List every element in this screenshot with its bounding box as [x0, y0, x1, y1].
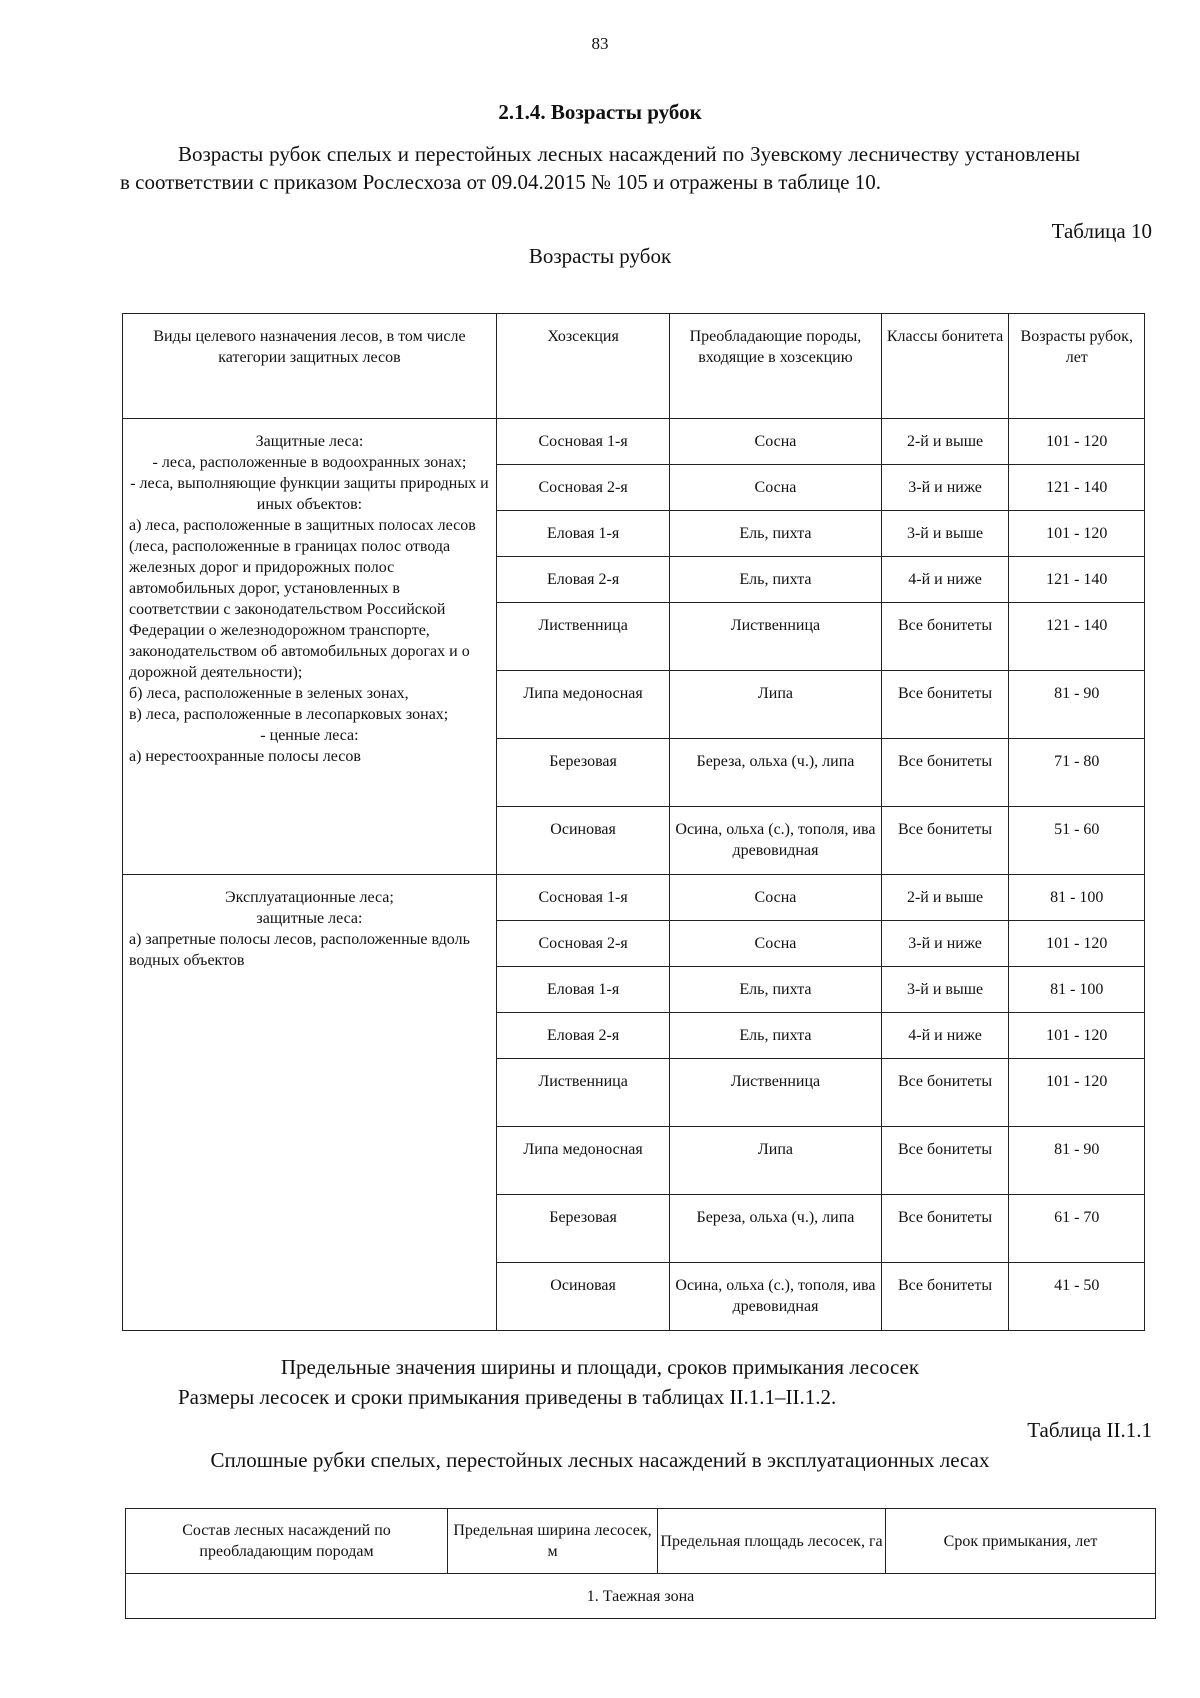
table-header-row [123, 314, 1145, 419]
table-ii11-label: Таблица II.1.1 [1027, 1418, 1152, 1442]
bonitet-cell: 4-й и ниже [881, 557, 1009, 603]
section-cell: Сосновая 1-я [496, 419, 669, 465]
limits-subtitle: Размеры лесосек и сроки примыкания приведены в таблицах II.1.1–II.1.2. [178, 1385, 837, 1409]
bonitet-cell: Все бонитеты [881, 671, 1009, 739]
species-cell: Лиственница [670, 1059, 881, 1127]
section-cell: Лиственница [496, 1059, 669, 1127]
section-title: 2.1.4. Возрасты рубок [498, 100, 702, 124]
table-10-label: Таблица 10 [1051, 219, 1152, 243]
purpose-line: а) нерестоохранные полосы лесов [129, 748, 361, 765]
section-cell: Сосновая 2-я [496, 921, 669, 967]
species-cell: Ель, пихта [670, 967, 881, 1013]
bonitet-cell: 2-й и выше [881, 875, 1009, 921]
species-cell: Ель, пихта [670, 1013, 881, 1059]
bonitet-cell: Все бонитеты [881, 1263, 1009, 1331]
bonitet-cell: Все бонитеты [881, 739, 1009, 807]
species-cell: Береза, ольха (ч.), липа [670, 1195, 881, 1263]
species-cell: Сосна [670, 419, 881, 465]
header-bonitet: Классы бонитета [881, 314, 1009, 419]
purpose-line: - леса, расположенные в водоохранных зонах; [152, 454, 467, 471]
bonitet-cell: Все бонитеты [881, 807, 1009, 875]
section-cell: Еловая 1-я [496, 967, 669, 1013]
table-10-title: Возрасты рубок [528, 244, 672, 268]
purpose-line: б) леса, расположенные в зеленых зонах, [129, 685, 409, 702]
species-cell: Ель, пихта [670, 511, 881, 557]
section-cell: Березовая [496, 1195, 669, 1263]
header-purpose: Виды целевого назначения лесов, в том числе категории защитных лесов [123, 314, 497, 419]
species-cell: Береза, ольха (ч.), липа [670, 739, 881, 807]
bonitet-cell: Все бонитеты [881, 603, 1009, 671]
intro-paragraph: Возрасты рубок спелых и перестойных лесных насаждений по Зуевскому лесничеству установлены в соответствии с приказом Рослесхоза от 09.04.2015 № 105 и отражены в таблице 10. [120, 142, 1080, 194]
section-cell: Сосновая 2-я [496, 465, 669, 511]
age-cell: 81 - 90 [1009, 671, 1145, 739]
purpose-line: защитные леса: [256, 910, 363, 927]
clearcut-limits-table [125, 1508, 1156, 1619]
age-cell: 101 - 120 [1009, 921, 1145, 967]
age-cell: 71 - 80 [1009, 739, 1145, 807]
section-cell: Осиновая [496, 1263, 669, 1331]
purpose-line: - леса, выполняющие функции защиты природных и иных объектов: [130, 475, 489, 513]
purpose-line: Защитные леса: [255, 433, 364, 450]
purpose-cell [123, 419, 497, 875]
species-cell: Сосна [670, 921, 881, 967]
age-cell: 101 - 120 [1009, 1013, 1145, 1059]
age-cell: 81 - 100 [1009, 875, 1145, 921]
bonitet-cell: 3-й и ниже [881, 465, 1009, 511]
section-cell: Еловая 1-я [496, 511, 669, 557]
age-cell: 101 - 120 [1009, 1059, 1145, 1127]
limits-title: Предельные значения ширины и площади, сроков примыкания лесосек [280, 1355, 920, 1379]
age-cell: 81 - 90 [1009, 1127, 1145, 1195]
age-cell: 61 - 70 [1009, 1195, 1145, 1263]
bonitet-cell: Все бонитеты [881, 1195, 1009, 1263]
bonitet-cell: 3-й и выше [881, 511, 1009, 557]
age-cell: 121 - 140 [1009, 603, 1145, 671]
header-adjacency: Срок примыкания, лет [886, 1509, 1156, 1574]
section-cell: Липа медоносная [496, 1127, 669, 1195]
species-cell: Сосна [670, 465, 881, 511]
purpose-line: Эксплуатационные леса; [225, 889, 394, 906]
section-cell: Липа медоносная [496, 671, 669, 739]
section-cell: Еловая 2-я [496, 1013, 669, 1059]
age-cell: 51 - 60 [1009, 807, 1145, 875]
bonitet-cell: 4-й и ниже [881, 1013, 1009, 1059]
species-cell: Осина, ольха (с.), тополя, ива древовидная [670, 807, 881, 875]
section-cell: Березовая [496, 739, 669, 807]
table-row [123, 875, 1145, 921]
bonitet-cell: 3-й и ниже [881, 921, 1009, 967]
age-cell: 121 - 140 [1009, 557, 1145, 603]
purpose-cell [123, 875, 497, 1331]
cutting-ages-table [122, 313, 1145, 1331]
age-cell: 41 - 50 [1009, 1263, 1145, 1331]
bonitet-cell: Все бонитеты [881, 1127, 1009, 1195]
purpose-line: а) леса, расположенные в защитных полосах лесов (леса, расположенные в границах полос отвода железных дорог и придорожных полос автомобильных дорог, установленных в соответствии с законодательством Российской Федерации о железнодорожном транспорте, законодательством об автомобильных дорогах и о дорожной деятельности); [129, 517, 476, 681]
species-cell: Ель, пихта [670, 557, 881, 603]
age-cell: 101 - 120 [1009, 419, 1145, 465]
section-cell: Лиственница [496, 603, 669, 671]
purpose-line: в) леса, расположенные в лесопарковых зонах; [129, 706, 449, 723]
section-cell: Еловая 2-я [496, 557, 669, 603]
section-cell: Осиновая [496, 807, 669, 875]
species-cell: Сосна [670, 875, 881, 921]
table-row [123, 419, 1145, 465]
age-cell: 121 - 140 [1009, 465, 1145, 511]
age-cell: 101 - 120 [1009, 511, 1145, 557]
page-number: 83 [591, 34, 609, 53]
section-cell: Сосновая 1-я [496, 875, 669, 921]
header-species: Преобладающие породы, входящие в хозсекцию [670, 314, 881, 419]
purpose-line: - ценные леса: [260, 727, 359, 744]
table-header-row [126, 1509, 1156, 1574]
header-composition: Состав лесных насаждений по преобладающим породам [126, 1509, 448, 1574]
header-section: Хозсекция [496, 314, 669, 419]
bonitet-cell: 3-й и выше [881, 967, 1009, 1013]
species-cell: Липа [670, 671, 881, 739]
bonitet-cell: Все бонитеты [881, 1059, 1009, 1127]
species-cell: Лиственница [670, 603, 881, 671]
purpose-line: а) запретные полосы лесов, расположенные вдоль водных объектов [129, 931, 470, 969]
header-area: Предельная площадь лесосек, га [658, 1509, 886, 1574]
table-ii11-title: Сплошные рубки спелых, перестойных лесных насаждений в эксплуатационных лесах [210, 1448, 990, 1472]
zone-row [126, 1574, 1156, 1619]
bonitet-cell: 2-й и выше [881, 419, 1009, 465]
header-width: Предельная ширина лесосек, м [448, 1509, 658, 1574]
age-cell: 81 - 100 [1009, 967, 1145, 1013]
header-age: Возрасты рубок, лет [1009, 314, 1145, 419]
species-cell: Осина, ольха (с.), тополя, ива древовидная [670, 1263, 881, 1331]
zone-label: 1. Таежная зона [126, 1574, 1156, 1619]
species-cell: Липа [670, 1127, 881, 1195]
